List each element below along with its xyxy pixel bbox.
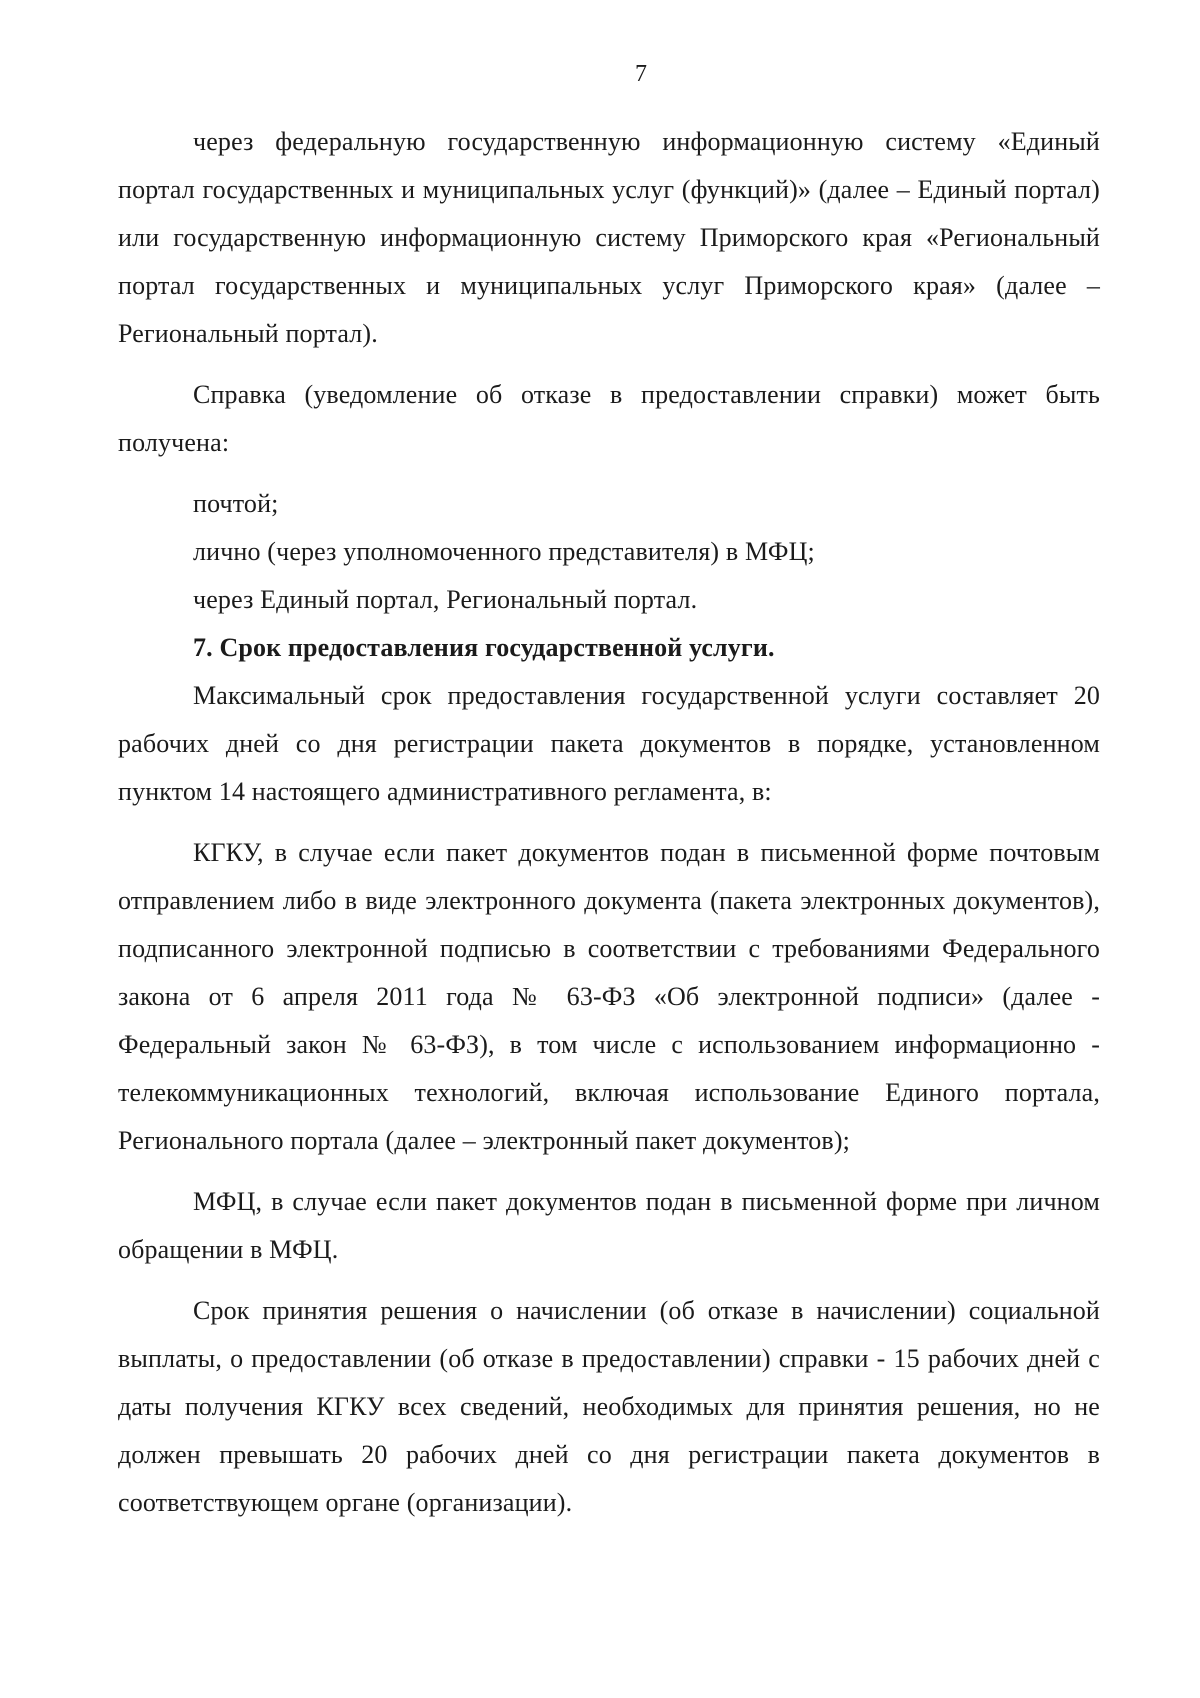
paragraph-decision-term: Срок принятия решения о начислении (об отказе в начислении) социальной выплаты, о предоставлении (об отказе в предоставлении) справки - 15 рабочих дней с даты получения КГКУ всех сведений, необходимых для принятия решения, но не должен превышать 20 рабочих дней со дня регистрации пакета документов в соответствующем органе (организации). — [118, 1296, 1100, 1517]
page-number: 7 — [635, 61, 647, 87]
section-heading: 7. Срок предоставления государственной услуги. — [193, 633, 775, 662]
paragraph-portal-channels: через федеральную государственную информационную систему «Единый портал государственных и муниципальных услуг (функций)» (далее – Единый портал) или государственную информационную систему Приморского края «Региональный портал государственных и муниципальных услуг Приморского края» (далее – Региональный портал). — [118, 127, 1100, 348]
list-item-in-person: лично (через уполномоченного представителя) в МФЦ; — [193, 537, 815, 566]
paragraph-kgku-case: КГКУ, в случае если пакет документов подан в письменной форме почтовым отправлением либо в виде электронного документа (пакета электронных документов), подписанного электронной подписью в соответствии с требованиями Федерального закона от 6 апреля 2011 года № 63-ФЗ «Об электронной подписи» (далее - Федеральный закон № 63-ФЗ), в том числе с использованием информационно - телекоммуникационных технологий, включая использование Единого портала, Регионального портала (далее – электронный пакет документов); — [118, 838, 1100, 1155]
paragraph-max-term: Максимальный срок предоставления государственной услуги составляет 20 рабочих дней со дня регистрации пакета документов в порядке, установленном пунктом 14 настоящего административного регламента, в: — [118, 681, 1100, 806]
document-body — [118, 118, 1100, 1540]
list-item-via-portal: через Единый портал, Региональный портал. — [193, 585, 698, 614]
paragraph-mfc-case: МФЦ, в случае если пакет документов подан в письменной форме при личном обращении в МФЦ. — [118, 1187, 1100, 1264]
list-item-by-mail: почтой; — [193, 489, 279, 518]
paragraph-certificate-receipt: Справка (уведомление об отказе в предоставлении справки) может быть получена: — [118, 380, 1100, 457]
